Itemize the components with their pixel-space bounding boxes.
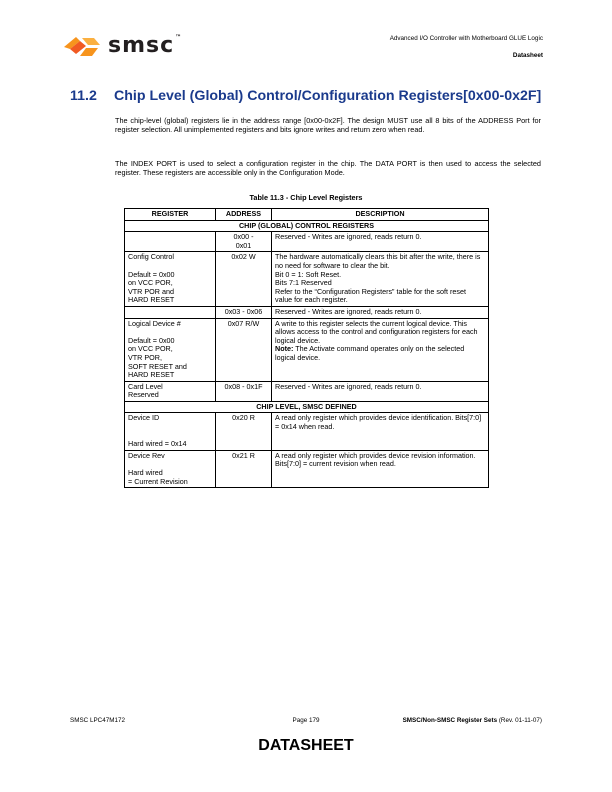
address-cell: 0x00 - 0x01 bbox=[216, 232, 272, 252]
address-cell: 0x02 W bbox=[216, 252, 272, 307]
register-cell: Device ID Hard wired = 0x14 bbox=[125, 413, 216, 450]
register-cell: Logical Device # Default = 0x00 on VCC POR, VTR POR, SOFT RESET and HARD RESET bbox=[125, 318, 216, 381]
address-cell: 0x08 - 0x1F bbox=[216, 381, 272, 401]
table-caption: Table 11.3 - Chip Level Registers bbox=[249, 193, 363, 202]
group-heading: CHIP LEVEL, SMSC DEFINED bbox=[125, 401, 489, 413]
description-cell: The hardware automatically clears this bit after the write, there is no need for software to clear the bit. Bit 0 = 1: Soft Reset. Bits 7:1 Reserved Refer to the “Configuration Registers” table for the soft reset value for each register. bbox=[272, 252, 489, 307]
register-cell: Card Level Reserved bbox=[125, 381, 216, 401]
address-cell: 0x21 R bbox=[216, 450, 272, 487]
smsc-logo-icon bbox=[62, 34, 102, 58]
note-label: Note: bbox=[275, 344, 294, 354]
running-header bbox=[390, 35, 543, 59]
smsc-logo bbox=[62, 34, 182, 58]
chip-level-registers-table bbox=[124, 208, 489, 488]
register-cell bbox=[125, 306, 216, 318]
table-row bbox=[125, 450, 489, 487]
description-cell: A write to this register selects the current logical device. This allows access to the control and configuration registers for each logical device. Note: The Activate command operates only on the selected logical device. bbox=[272, 318, 489, 381]
table-row bbox=[125, 413, 489, 450]
table-row bbox=[125, 252, 489, 307]
description-cell: Reserved - Writes are ignored, reads return 0. bbox=[272, 306, 489, 318]
table-row bbox=[125, 232, 489, 252]
table-row bbox=[125, 318, 489, 381]
table-row bbox=[125, 306, 489, 318]
paragraph-address-range: The chip-level (global) registers lie in the address range [0x00-0x2F]. The design MUST use all 8 bits of the ADDRESS Port for register selection. All unimplemented registers and bits ignore writes and return zero when read. bbox=[115, 116, 541, 135]
description-cell: A read only register which provides device identification. Bits[7:0] = 0x14 when read. bbox=[272, 413, 489, 450]
paragraph-index-port: The INDEX PORT is used to select a configuration register in the chip. The DATA PORT is then used to access the selected register. These registers are accessible only in the Configuration Mode. bbox=[115, 159, 541, 178]
header-register: REGISTER bbox=[125, 209, 216, 221]
group-row bbox=[125, 220, 489, 232]
footer-page-number: Page 179 bbox=[292, 717, 320, 724]
register-cell bbox=[125, 232, 216, 252]
datasheet-label: DATASHEET bbox=[258, 737, 354, 754]
address-cell: 0x20 R bbox=[216, 413, 272, 450]
logo-text: smsc™ bbox=[108, 33, 183, 58]
document-subtitle: Datasheet bbox=[512, 52, 543, 59]
address-cell: 0x03 - 0x06 bbox=[216, 306, 272, 318]
table-row bbox=[125, 381, 489, 401]
footer-part-number: SMSC LPC47M172 bbox=[70, 717, 125, 724]
description-cell: Reserved - Writes are ignored, reads return 0. bbox=[272, 232, 489, 252]
header-description: DESCRIPTION bbox=[272, 209, 489, 221]
description-cell: A read only register which provides device revision information. Bits[7:0] = current revision when read. bbox=[272, 450, 489, 487]
section-title: Chip Level (Global) Control/Configuration Registers[0x00-0x2F] bbox=[114, 88, 542, 104]
description-cell: Reserved - Writes are ignored, reads return 0. bbox=[272, 381, 489, 401]
footer-section-info: SMSC/Non-SMSC Register Sets (Rev. 01-11-07) bbox=[402, 717, 542, 724]
header-address: ADDRESS bbox=[216, 209, 272, 221]
section-heading bbox=[70, 88, 541, 104]
register-cell: Config Control Default = 0x00 on VCC POR, VTR POR and HARD RESET bbox=[125, 252, 216, 307]
address-cell: 0x07 R/W bbox=[216, 318, 272, 381]
section-number: 11.2 bbox=[70, 88, 97, 104]
table-header-row bbox=[125, 209, 489, 221]
group-row bbox=[125, 401, 489, 413]
group-heading: CHIP (GLOBAL) CONTROL REGISTERS bbox=[125, 220, 489, 232]
document-title: Advanced I/O Controller with Motherboard GLUE Logic bbox=[389, 35, 543, 42]
register-cell: Device Rev Hard wired = Current Revision bbox=[125, 450, 216, 487]
